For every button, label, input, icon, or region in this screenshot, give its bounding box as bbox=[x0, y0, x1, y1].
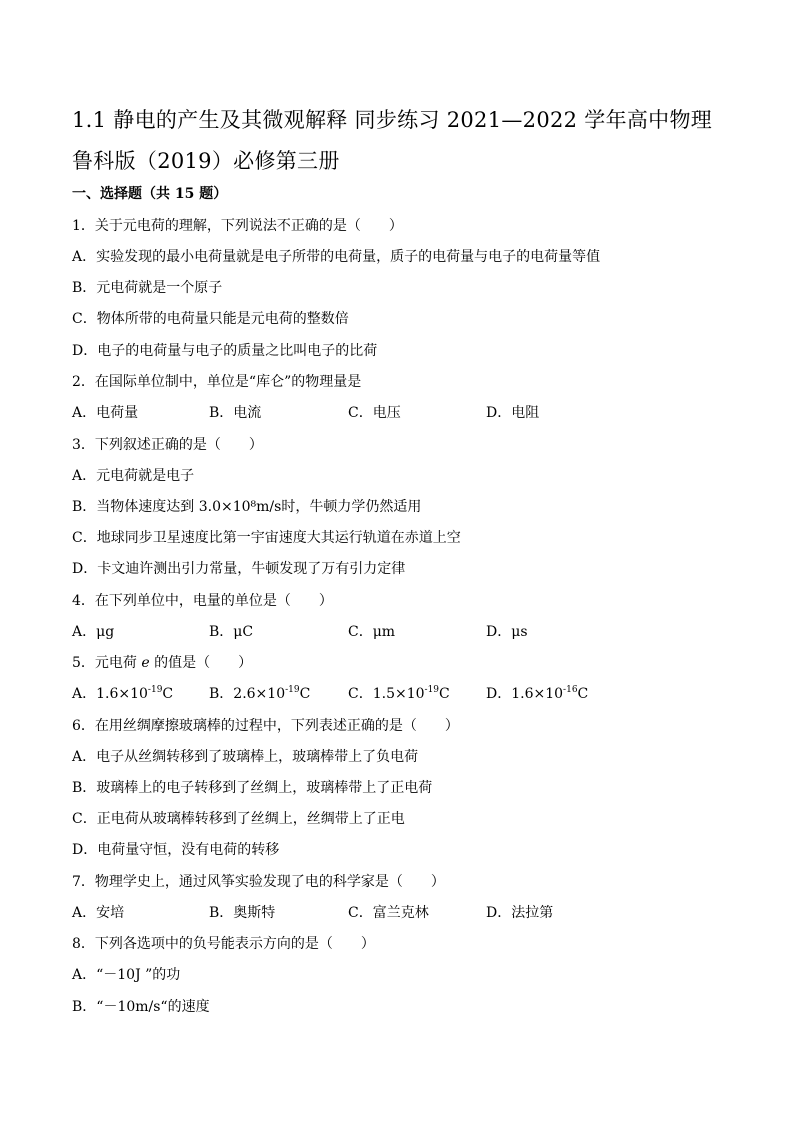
question-8-option-b: B．“－10m/s“的速度 bbox=[72, 999, 210, 1015]
question-5-option-b: B．$2.6\times 10^{-19}C$ bbox=[209, 685, 311, 702]
question-4-option-c: C．μm bbox=[348, 624, 396, 640]
question-3-option-a: A．元电荷就是电子 bbox=[72, 468, 195, 484]
question-1-option-d: D．电子的电荷量与电子的质量之比叫电子的比荷 bbox=[72, 343, 378, 359]
question-3-option-c: C．地球同步卫星速度比第一宇宙速度大其运行轨道在赤道上空 bbox=[72, 530, 461, 546]
question-7-option-c: C．富兰克林 bbox=[348, 905, 429, 921]
question-5-stem-prefix: 5．元电荷 bbox=[72, 655, 142, 671]
question-5-stem-suffix: 的值是（ ） bbox=[149, 655, 253, 671]
question-3-stem: 3．下列叙述正确的是（ ） bbox=[72, 437, 263, 453]
question-2-option-b: B．电流 bbox=[209, 405, 262, 421]
question-1-option-c: C．物体所带的电荷量只能是元电荷的整数倍 bbox=[72, 311, 349, 327]
question-8-stem: 8．下列各选项中的负号能表示方向的是（ ） bbox=[72, 936, 375, 952]
question-7-option-b: B．奥斯特 bbox=[209, 905, 276, 921]
question-3-option-b: B．当物体速度达到 3.0×10⁸m/s时，牛顿力学仍然适用 bbox=[72, 499, 422, 515]
question-4-option-d: D．μs bbox=[486, 624, 528, 640]
question-2-stem: 2．在国际单位制中，单位是“库仑”的物理量是 bbox=[72, 374, 362, 390]
question-6-option-b: B．玻璃棒上的电子转移到了丝绸上，玻璃棒带上了正电荷 bbox=[72, 780, 433, 796]
question-8-option-a: A．“－10J ”的功 bbox=[72, 967, 181, 983]
section-heading: 一、选择题（共 15 题） bbox=[72, 186, 228, 202]
question-5-stem-variable: e bbox=[141, 655, 150, 671]
question-5-option-a: A．$1.6\times 10^{-19}C$ bbox=[72, 685, 174, 702]
question-7-option-a: A．安培 bbox=[72, 905, 125, 921]
question-4-stem: 4．在下列单位中，电量的单位是（ ） bbox=[72, 593, 333, 609]
question-5-stem bbox=[72, 654, 252, 672]
question-6-option-d: D．电荷量守恒，没有电荷的转移 bbox=[72, 842, 280, 858]
question-7-option-d: D．法拉第 bbox=[486, 905, 554, 921]
question-4-option-a: A．μg bbox=[72, 624, 115, 640]
question-5-option-d: D．$1.6\times 10^{-16}C$ bbox=[486, 685, 589, 702]
question-1-option-a: A．实验发现的最小电荷量就是电子所带的电荷量，质子的电荷量与电子的电荷量等值 bbox=[72, 249, 601, 265]
question-6-option-a: A．电子从丝绸转移到了玻璃棒上，玻璃棒带上了负电荷 bbox=[72, 749, 419, 765]
question-3-option-d: D．卡文迪许测出引力常量，牛顿发现了万有引力定律 bbox=[72, 561, 406, 577]
question-6-option-c: C．正电荷从玻璃棒转移到了丝绸上，丝绸带上了正电 bbox=[72, 811, 405, 827]
document-title: 1.1 静电的产生及其微观解释 同步练习 2021—2022 学年高中物理鲁科版（2019）必修第三册 bbox=[72, 108, 713, 173]
question-2-option-d: D．电阻 bbox=[486, 405, 540, 421]
question-1-option-b: B．元电荷就是一个原子 bbox=[72, 280, 223, 296]
question-1-stem: 1．关于元电荷的理解，下列说法不正确的是（ ） bbox=[72, 218, 403, 234]
question-4-option-b: B．μC bbox=[209, 624, 254, 640]
question-2-option-c: C．电压 bbox=[348, 405, 401, 421]
question-6-stem: 6．在用丝绸摩擦玻璃棒的过程中，下列表述正确的是（ ） bbox=[72, 718, 459, 734]
question-2-option-a: A．电荷量 bbox=[72, 405, 139, 421]
question-7-stem: 7．物理学史上，通过风筝实验发现了电的科学家是（ ） bbox=[72, 874, 445, 890]
question-5-option-c: C．$1.5\times 10^{-19}C$ bbox=[348, 685, 450, 702]
